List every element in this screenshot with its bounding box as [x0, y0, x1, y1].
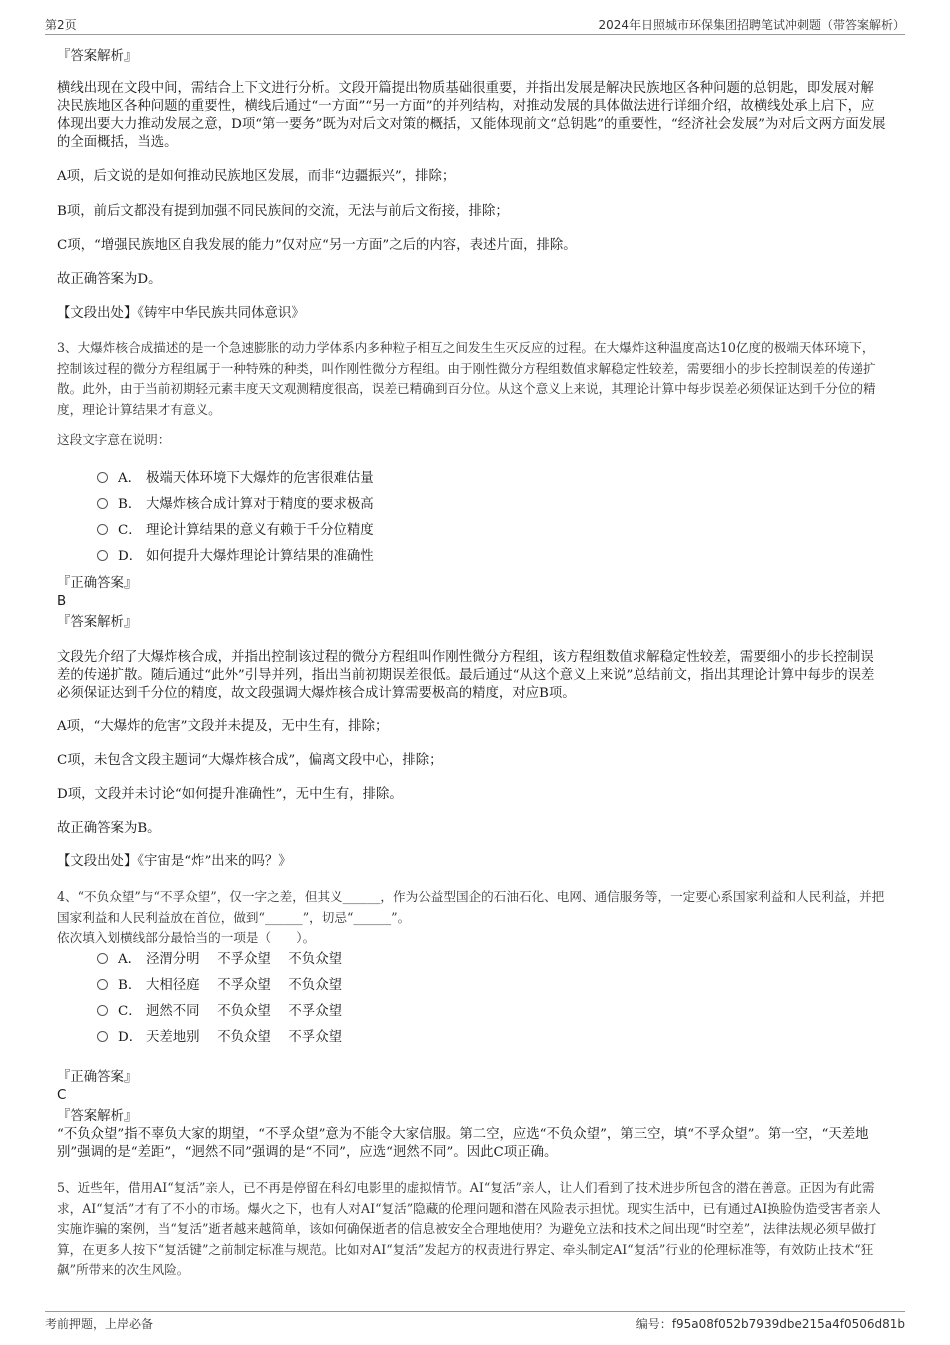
q3-option-a-note: A项，“大爆炸的危害”文段并未提及，无中生有，排除；	[57, 719, 389, 734]
document-code: 编号：f95a08f052b7939dbe215a4f0506d81b	[635, 1317, 905, 1331]
radio-icon[interactable]	[97, 953, 108, 964]
q3-explain-label: 『答案解析』	[57, 615, 138, 630]
q2-option-a-note: A项，后文说的是如何推动民族地区发展，而非“边疆振兴”，排除；	[57, 169, 456, 184]
q3-answer: B	[57, 594, 67, 609]
radio-icon[interactable]	[97, 472, 108, 483]
q4-explain-label: 『答案解析』	[57, 1109, 138, 1124]
q2-explain-label: 『答案解析』	[57, 49, 138, 64]
page-number: 第2页	[45, 18, 77, 32]
q3-option-c-note: C项，未包含文段主题词“大爆炸核合成”，偏离文段中心，排除；	[57, 753, 443, 768]
q3-option-d-note: D项，文段并未讨论“如何提升准确性”，无中生有，排除。	[57, 787, 403, 802]
q4-answer-label: 『正确答案』	[57, 1070, 138, 1085]
q3-conclusion: 故正确答案为B。	[57, 821, 161, 836]
radio-icon[interactable]	[97, 1005, 108, 1016]
document-title: 2024年日照城市环保集团招聘笔试冲刺题（带答案解析）	[598, 18, 905, 32]
q4-option-c[interactable]: C． 迥然不同 不负众望 不孚众望	[97, 1003, 342, 1021]
page-header	[45, 14, 905, 35]
q4-prompt: 依次填入划横线部分最恰当的一项是（ ）。	[57, 930, 316, 945]
radio-icon[interactable]	[97, 1031, 108, 1042]
q3-option-b[interactable]: B． 大爆炸核合成计算对于精度的要求极高	[97, 496, 374, 514]
q4-option-a[interactable]: A． 泾渭分明 不孚众望 不负众望	[97, 951, 342, 969]
q3-option-d[interactable]: D． 如何提升大爆炸理论计算结果的准确性	[97, 548, 374, 566]
q4-explain-text: “不负众望”指不辜负大家的期望，“不孚众望”意为不能令大家信服。第二空，应选“不负众望”，第三空，填“不孚众望”。第一空，“天差地别”强调的是“差距”，“迥然不同”强调的是“不同”，应选“迥然不同”。因此C项正确。	[57, 1127, 869, 1160]
q3-source: 【文段出处】《宇宙是“炸”出来的吗？》	[57, 854, 292, 869]
radio-icon[interactable]	[97, 498, 108, 509]
q2-explain-text: 横线出现在文段中间，需结合上下文进行分析。文段开篇提出物质基础很重要，并指出发展是解决民族地区各种问题的总钥匙，即发展对解决民族地区各种问题的重要性，横线后通过“一方面”“另一方面”的并列结构，对推动发展的具体做法进行详细介绍，故横线处承上启下，应体现出要大力推动发展之意，D项“第一要务”既为对后文对策的概括，又能体现前文“总钥匙”的重要性，“经济社会发展”为对后文两方面发展的全面概括，当选。	[57, 81, 886, 150]
q4-answer: C	[57, 1088, 67, 1103]
q3-option-a[interactable]: A． 极端天体环境下大爆炸的危害很难估量	[97, 470, 374, 488]
q3-explain-text: 文段先介绍了大爆炸核合成，并指出控制该过程的微分方程组叫作刚性微分方程组，该方程组数值求解稳定性较差，需要细小的步长控制误差的传递扩散。随后通过“此外”引导并列，指出当前初期误差很低。最后通过“从这个意义上来说”总结前文，指出其理论计算中每步的误差必须保证达到千分位的精度，故文段强调大爆炸核合成计算需要极高的精度，对应B项。	[57, 650, 875, 701]
q4-option-b[interactable]: B． 大相径庭 不孚众望 不负众望	[97, 977, 342, 995]
q3-answer-label: 『正确答案』	[57, 576, 138, 591]
radio-icon[interactable]	[97, 550, 108, 561]
q2-source: 【文段出处】《铸牢中华民族共同体意识》	[57, 306, 305, 321]
radio-icon[interactable]	[97, 524, 108, 535]
q4-option-d[interactable]: D． 天差地别 不负众望 不孚众望	[97, 1029, 342, 1047]
radio-icon[interactable]	[97, 979, 108, 990]
q3-stem: 3、大爆炸核合成描述的是一个急速膨胀的动力学体系内多种粒子相互之间发生生灭反应的过程。在大爆炸这种温度高达10亿度的极端天体环境下，控制该过程的微分方程组属于一种特殊的种类，叫作刚性微分方程组。由于刚性微分方程组数值求解稳定性较差，需要细小的步长控制误差的传递扩散。此外，由于当前初期轻元素丰度天文观测精度很高，误差已精确到百分位。从这个意义上来说，其理论计算中每步误差必须保证达到千分位的精度，理论计算结果才有意义。	[57, 340, 876, 417]
q3-prompt: 这段文字意在说明：	[57, 432, 171, 447]
q5-stem: 5、近些年，借用AI“复活”亲人，已不再是停留在科幻电影里的虚拟情节。AI“复活”亲人，让人们看到了技术进步所包含的潜在善意。正因为有此需求，AI“复活”才有了不小的市场。爆火之下，也有人对AI“复活”隐藏的伦理问题和潜在风险表示担忧。现实生活中，已有通过AI换脸伪造受害者亲人实施诈骗的案例，当“复活”逝者越来越简单，该如何确保逝者的信息被安全合理地使用？为避免立法和技术之间出现“时空差”，法律法规必须早做打算，在更多人按下“复活键”之前制定标准与规范。比如对AI“复活”发起方的权责进行界定、牵头制定AI“复活”行业的伦理标准等，有效防止技术“狂飙”所带来的次生风险。	[57, 1180, 881, 1277]
q4-stem: 4、“不负众望”与“不孚众望”，仅一字之差，但其义______，作为公益型国企的石油石化、电网、通信服务等，一定要心系国家利益和人民利益，并把国家利益和人民利益放在首位，做到“______”，切忌“______”。	[57, 889, 885, 925]
q2-conclusion: 故正确答案为D。	[57, 272, 162, 287]
q2-option-b-note: B项，前后文都没有提到加强不同民族间的交流，无法与前后文衔接，排除；	[57, 204, 509, 219]
page-footer	[45, 1311, 905, 1335]
q3-option-c[interactable]: C． 理论计算结果的意义有赖于千分位精度	[97, 522, 374, 540]
footer-slogan: 考前押题，上岸必备	[45, 1317, 154, 1331]
q2-option-c-note: C项，“增强民族地区自我发展的能力”仅对应“另一方面”之后的内容，表述片面，排除。	[57, 238, 577, 253]
